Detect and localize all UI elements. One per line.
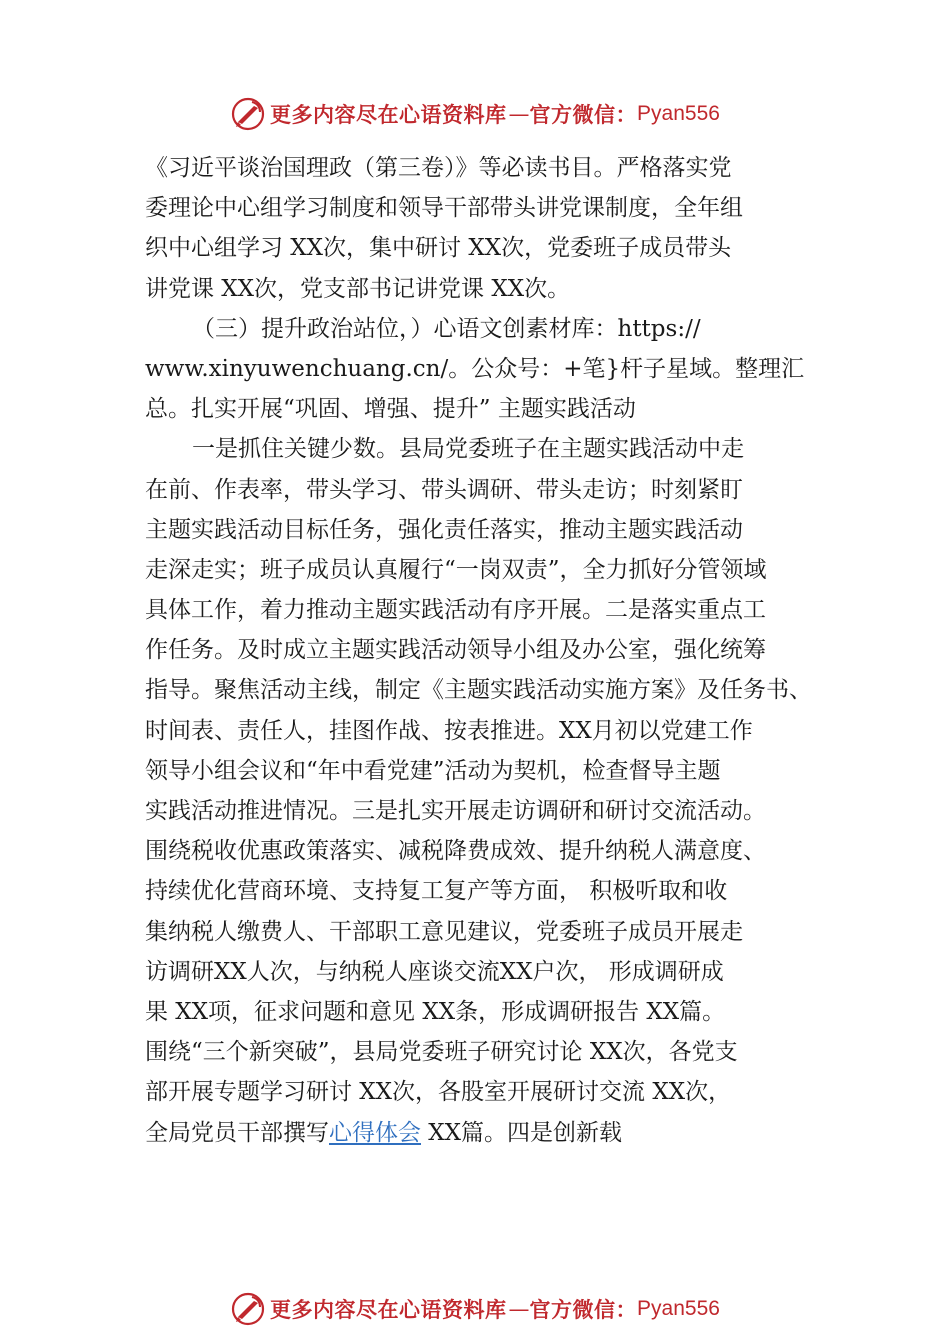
header-official-label: 官方微信： bbox=[529, 102, 638, 127]
body-line: 领导小组会议和“年中看党建”活动为契机，检查督导主题 bbox=[145, 757, 721, 784]
body-last-line bbox=[145, 1113, 825, 1153]
body-line: www.xinyuwenchuang.cn/。公众号：+笔}杆子星域。整理汇 bbox=[145, 355, 805, 382]
body-line: 集纳税人缴费人、干部职工意见建议，党委班子成员开展走 bbox=[145, 918, 743, 945]
body-line: 围绕“三个新突破”，县局党委班子研究讨论 XX次，各党支 bbox=[145, 1039, 738, 1066]
section-heading-line: （三）提升政治站位，）心语文创素材库：https:// bbox=[192, 315, 701, 342]
last-line-text-after: XX篇。四是创新载 bbox=[421, 1119, 623, 1146]
body-line: 访调研XX人次，与纳税人座谈交流XX户次， 形成调研成 bbox=[145, 958, 724, 985]
footer-banner bbox=[0, 1287, 950, 1331]
body-line: 具体工作，着力推动主题实践活动有序开展。二是落实重点工 bbox=[145, 597, 766, 624]
body-line: 持续优化营商环境、支持复工复产等方面， 积极听取和收 bbox=[145, 878, 728, 905]
body-line: 讲党课 XX次，党支部书记讲党课 XX次。 bbox=[145, 275, 571, 302]
footer-dash: — bbox=[508, 1297, 530, 1321]
footer-official-label: 官方微信： bbox=[529, 1297, 638, 1322]
body-line: 总。扎实开展“巩固、增强、提升” 主题实践活动 bbox=[145, 396, 636, 423]
body-line: 部开展专题学习研讨 XX次，各股室开展研讨交流 XX次， bbox=[145, 1079, 732, 1106]
header-wechat-id: Pyan556 bbox=[637, 102, 720, 125]
body-line: 在前、作表率，带头学习、带头调研、带头走访；时刻紧盯 bbox=[145, 476, 743, 503]
body-line: 委理论中心组学习制度和领导干部带头讲党课制度，全年组 bbox=[145, 195, 743, 222]
body-line: 果 XX项，征求问题和意见 XX条，形成调研报告 XX篇。 bbox=[145, 998, 726, 1025]
body-line: 作任务。及时成立主题实践活动领导小组及办公室，强化统筹 bbox=[145, 637, 766, 664]
body-line: 围绕税收优惠政策落实、减税降费成效、提升纳税人满意度、 bbox=[145, 838, 766, 865]
body-line: 《习近平谈治国理政（第三卷）》等必读书目。严格落实党 bbox=[145, 155, 732, 181]
pen-logo-icon bbox=[230, 1291, 266, 1327]
xinde-tihui-link[interactable]: 心得体会 bbox=[329, 1119, 421, 1146]
header-title: 更多内容尽在心语资料库 bbox=[270, 102, 507, 127]
paragraph-start-line: 一是抓住关键少数。县局党委班子在主题实践活动中走 bbox=[192, 436, 744, 463]
header-dash: — bbox=[508, 102, 530, 126]
body-line: 实践活动推进情况。三是扎实开展走访调研和研讨交流活动。 bbox=[145, 798, 766, 824]
header-banner bbox=[0, 92, 950, 136]
body-line: 主题实践活动目标任务，强化责任落实，推动主题实践活动 bbox=[145, 516, 743, 543]
document-body bbox=[145, 148, 825, 1153]
body-line: 走深走实；班子成员认真履行“一岗双责”，全力抓好分管领域 bbox=[145, 556, 767, 583]
pen-logo-icon bbox=[230, 96, 266, 132]
body-line: 时间表、责任人，挂图作战、按表推进。XX月初以党建工作 bbox=[145, 717, 753, 744]
last-line-text-before: 全局党员干部撰写 bbox=[145, 1119, 329, 1146]
body-line: 指导。聚焦活动主线，制定《主题实践活动实施方案》及任务书、 bbox=[145, 677, 812, 704]
footer-wechat-id: Pyan556 bbox=[637, 1297, 720, 1320]
footer-title: 更多内容尽在心语资料库 bbox=[270, 1297, 507, 1322]
body-line: 织中心组学习 XX次，集中研讨 XX次，党委班子成员带头 bbox=[145, 235, 732, 262]
